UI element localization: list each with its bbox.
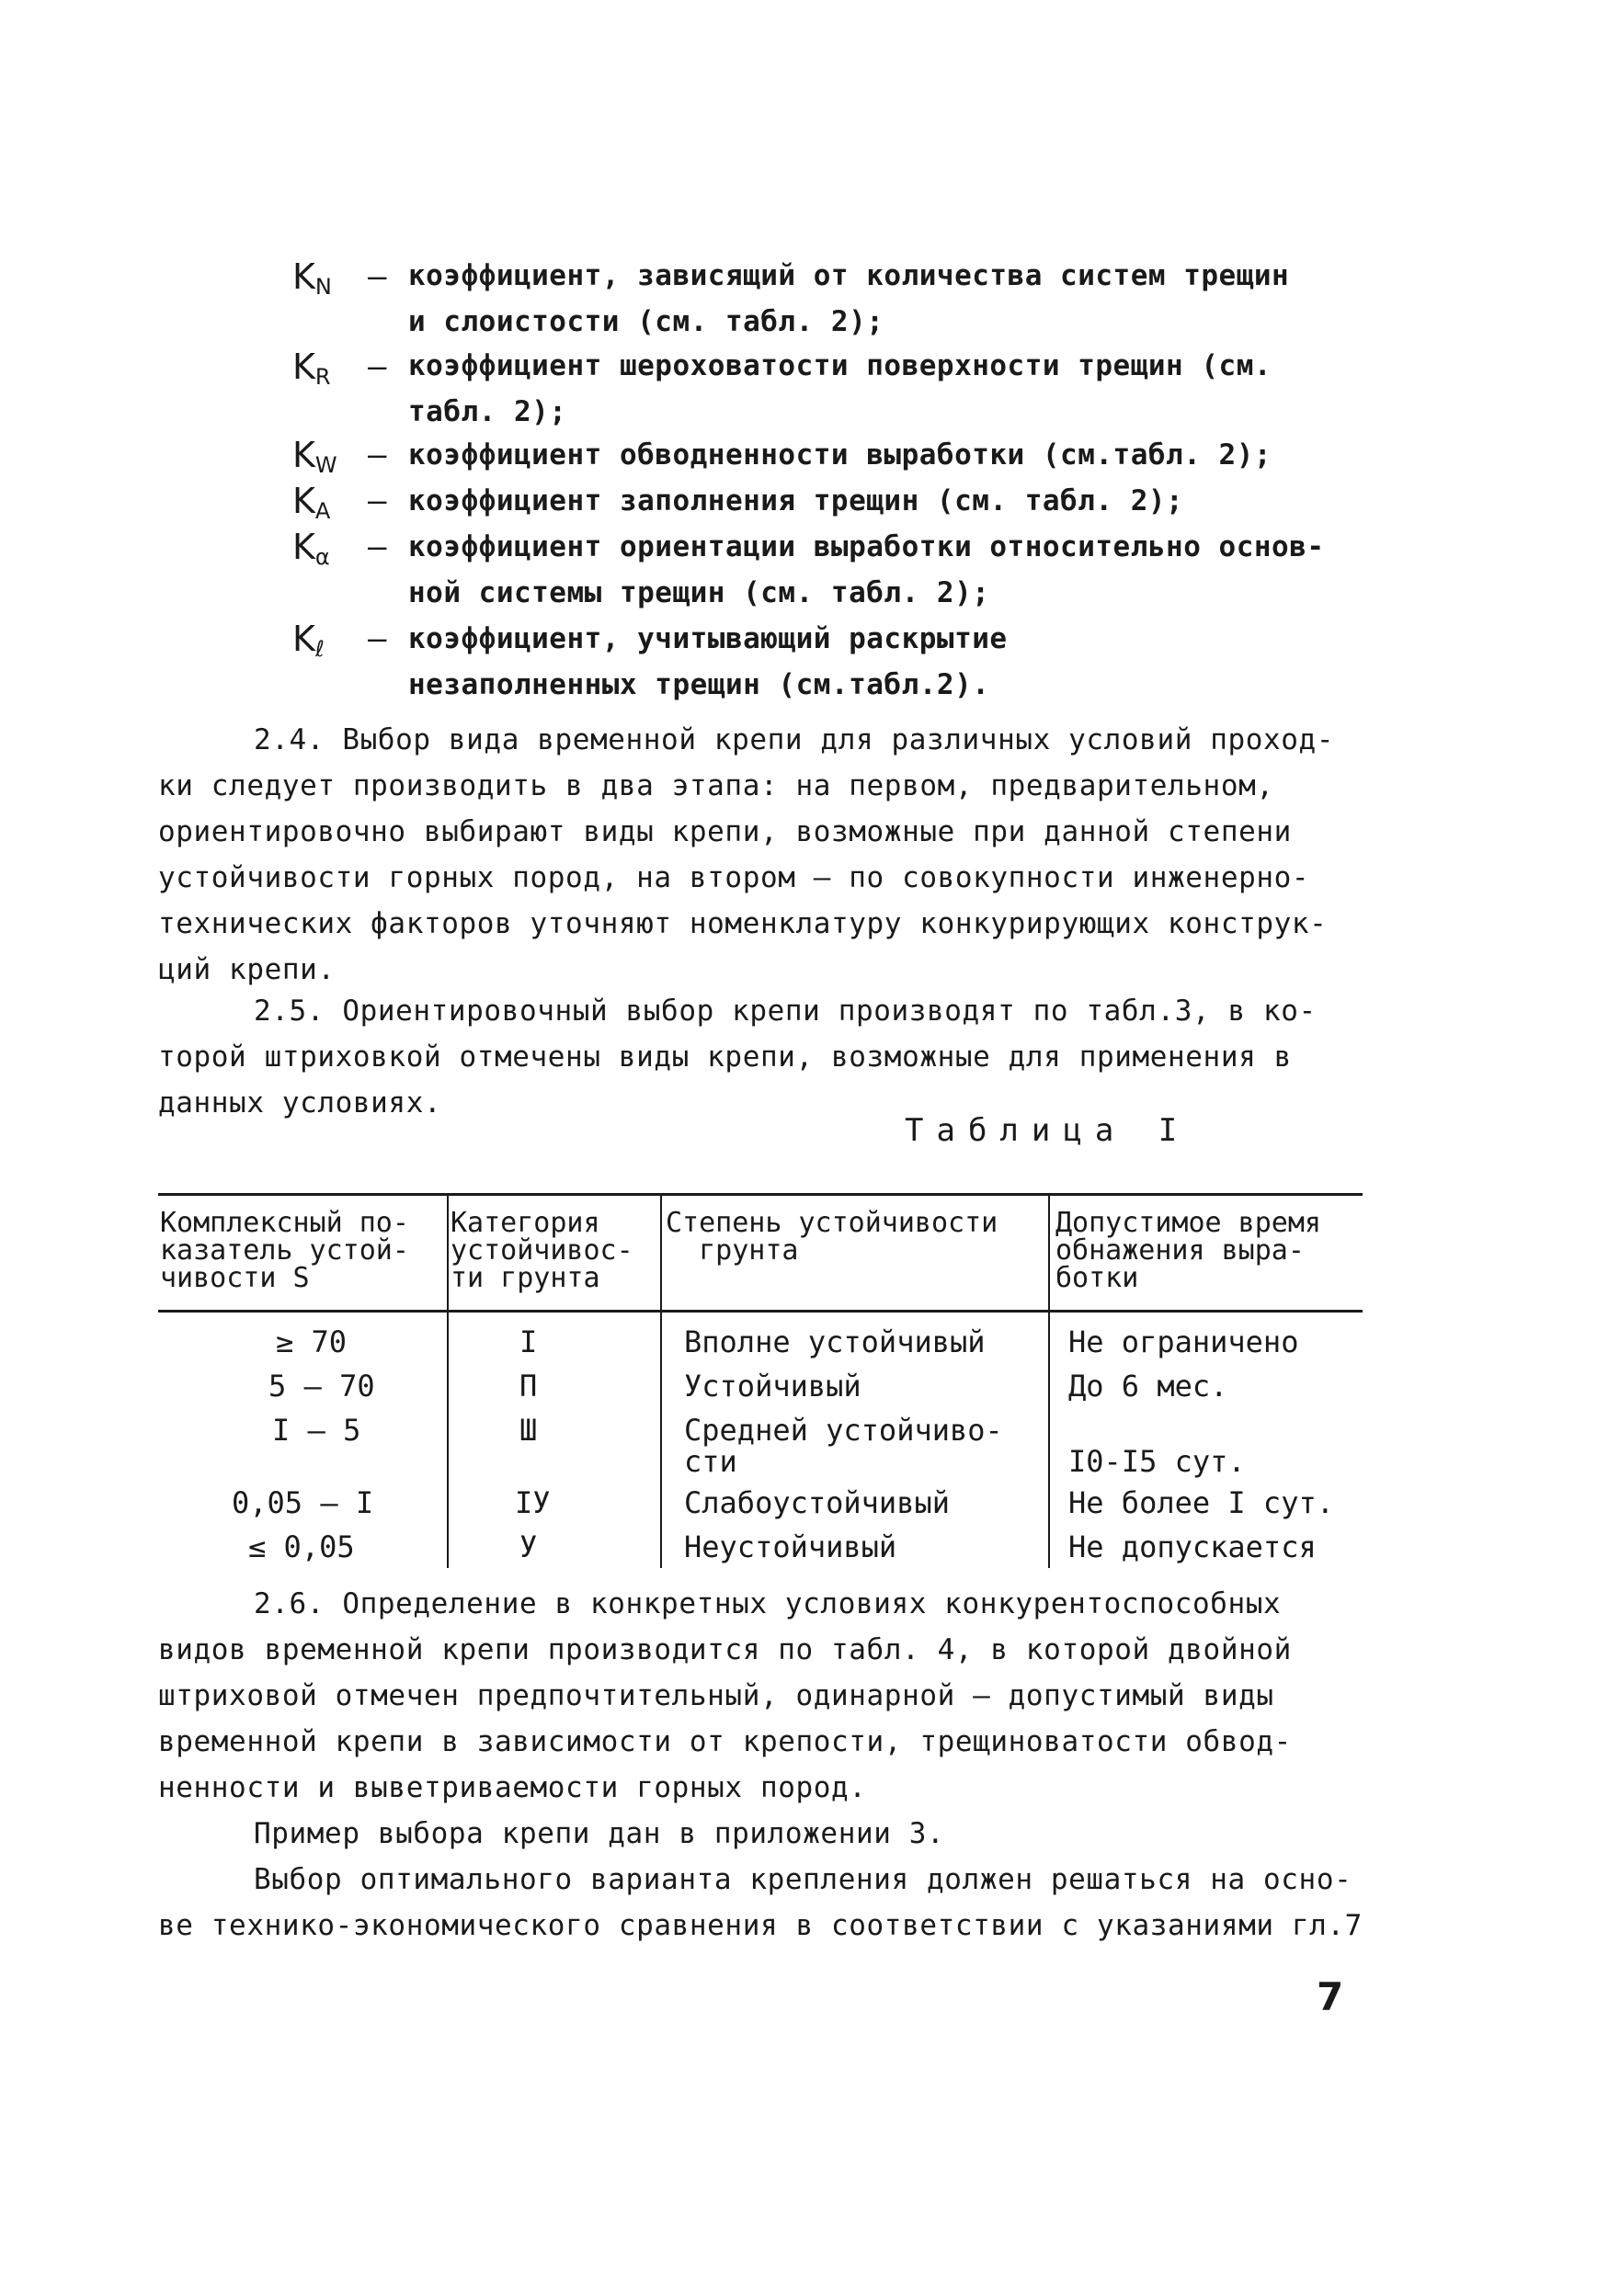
table-cell: I: [519, 1324, 538, 1359]
table-cell: Неустойчивый: [684, 1529, 897, 1564]
table-cell: П: [519, 1369, 538, 1404]
table-header-cell: Степень устойчивости грунта: [666, 1207, 998, 1267]
table-header-rule: [158, 1310, 1363, 1313]
table-cell: Не более I сут.: [1068, 1485, 1334, 1520]
paragraph-2-6: 2.6. Определение в конкретных условиях конкурентоспособных видов временной крепи производится по табл. 4, в которой двойной штриховой отмечен предпочтительный, одинарной – допустимый виды временной крепи в зависимости от крепости, трещиноватости обвод- ненности и выветриваемости горных пород.: [158, 1587, 1292, 1804]
coefficient-symbol: $K_\ell$: [292, 619, 325, 662]
coefficient-symbol: $K_\alpha$: [292, 527, 330, 570]
table-cell: 5 – 70: [268, 1369, 375, 1404]
table-column-divider: [447, 1193, 449, 1568]
coefficient-symbol: $K_R$: [292, 347, 331, 390]
table-top-rule: [158, 1193, 1363, 1196]
table-cell: I0-I5 сут.: [1068, 1444, 1246, 1479]
table-cell: I – 5: [272, 1413, 361, 1448]
table-cell: Не ограничено: [1068, 1324, 1299, 1359]
table-cell: ≤ 0,05: [248, 1529, 355, 1564]
table-header-cell: Допустимое время обнажения выра- ботки: [1055, 1207, 1321, 1294]
coefficient-description: коэффициент ориентации выработки относительно основ- ной системы трещин (см. табл. 2);: [408, 530, 1325, 609]
table-cell: IУ: [515, 1485, 551, 1520]
coefficient-symbol: $K_W$: [292, 435, 337, 478]
coefficient-dash: –: [368, 437, 387, 473]
paragraph-choice: Выбор оптимального варианта крепления должен решаться на осно- ве технико-экономического сравнения в соответствии с указаниями гл.7: [158, 1863, 1363, 1942]
table-column-divider: [660, 1193, 662, 1568]
table-cell: Ш: [519, 1413, 538, 1448]
table-column-divider: [1048, 1193, 1050, 1568]
paragraph-2-4: 2.4. Выбор вида временной крепи для различных условий проход- ки следует производить в два этапа: на первом, предварительном, ориентировочно выбирают виды крепи, возможные при данной степени устойчивости горных пород, на втором – по совокупности инженерно- технических факторов уточняют номенклатуру конкурирующих конструк- ций крепи.: [158, 723, 1335, 986]
table-cell: 0,05 – I: [232, 1485, 374, 1520]
coefficient-description: коэффициент, зависящий от количества систем трещин и слоистости (см. табл. 2);: [408, 259, 1290, 338]
coefficient-description: коэффициент, учитывающий раскрытие незаполненных трещин (см.табл.2).: [408, 622, 1008, 701]
table-cell: Не допускается: [1068, 1529, 1317, 1564]
table-cell: До 6 мес.: [1068, 1369, 1228, 1404]
coefficient-description: коэффициент шероховатости поверхности трещин (см. табл. 2);: [408, 349, 1272, 428]
coefficient-dash: –: [368, 620, 387, 657]
table-cell: Вполне устойчивый: [684, 1324, 986, 1359]
coefficient-description: коэффициент заполнения трещин (см. табл. 2);: [408, 484, 1184, 517]
coefficient-symbol: $K_A$: [292, 481, 331, 524]
table-header-cell: Комплексный по- казатель устой- чивости S: [160, 1207, 409, 1294]
table-title: Таблица I: [905, 1112, 1191, 1149]
coefficient-dash: –: [368, 483, 387, 519]
table-cell: Слабоустойчивый: [684, 1485, 950, 1520]
coefficient-dash: –: [368, 348, 387, 385]
paragraph-example: Пример выбора крепи дан в приложении 3.: [254, 1817, 945, 1850]
table-cell: Средней устойчиво- сти: [684, 1413, 1003, 1479]
paragraph-2-5: 2.5. Ориентировочный выбор крепи производят по табл.3, в ко- торой штриховкой отмечены виды крепи, возможные для применения в данных условиях.: [158, 995, 1317, 1120]
table-cell: У: [519, 1529, 538, 1564]
table-header-cell: Категория устойчивос- ти грунта: [451, 1207, 633, 1294]
coefficient-dash: –: [368, 529, 387, 565]
table-cell: Устойчивый: [684, 1369, 861, 1404]
coefficient-dash: –: [368, 258, 387, 295]
page-number: 7: [1317, 1974, 1344, 2019]
coefficient-description: коэффициент обводненности выработки (см.табл. 2);: [408, 438, 1272, 472]
table-cell: ≥ 70: [276, 1324, 348, 1359]
coefficient-symbol: $K_N$: [292, 256, 332, 300]
